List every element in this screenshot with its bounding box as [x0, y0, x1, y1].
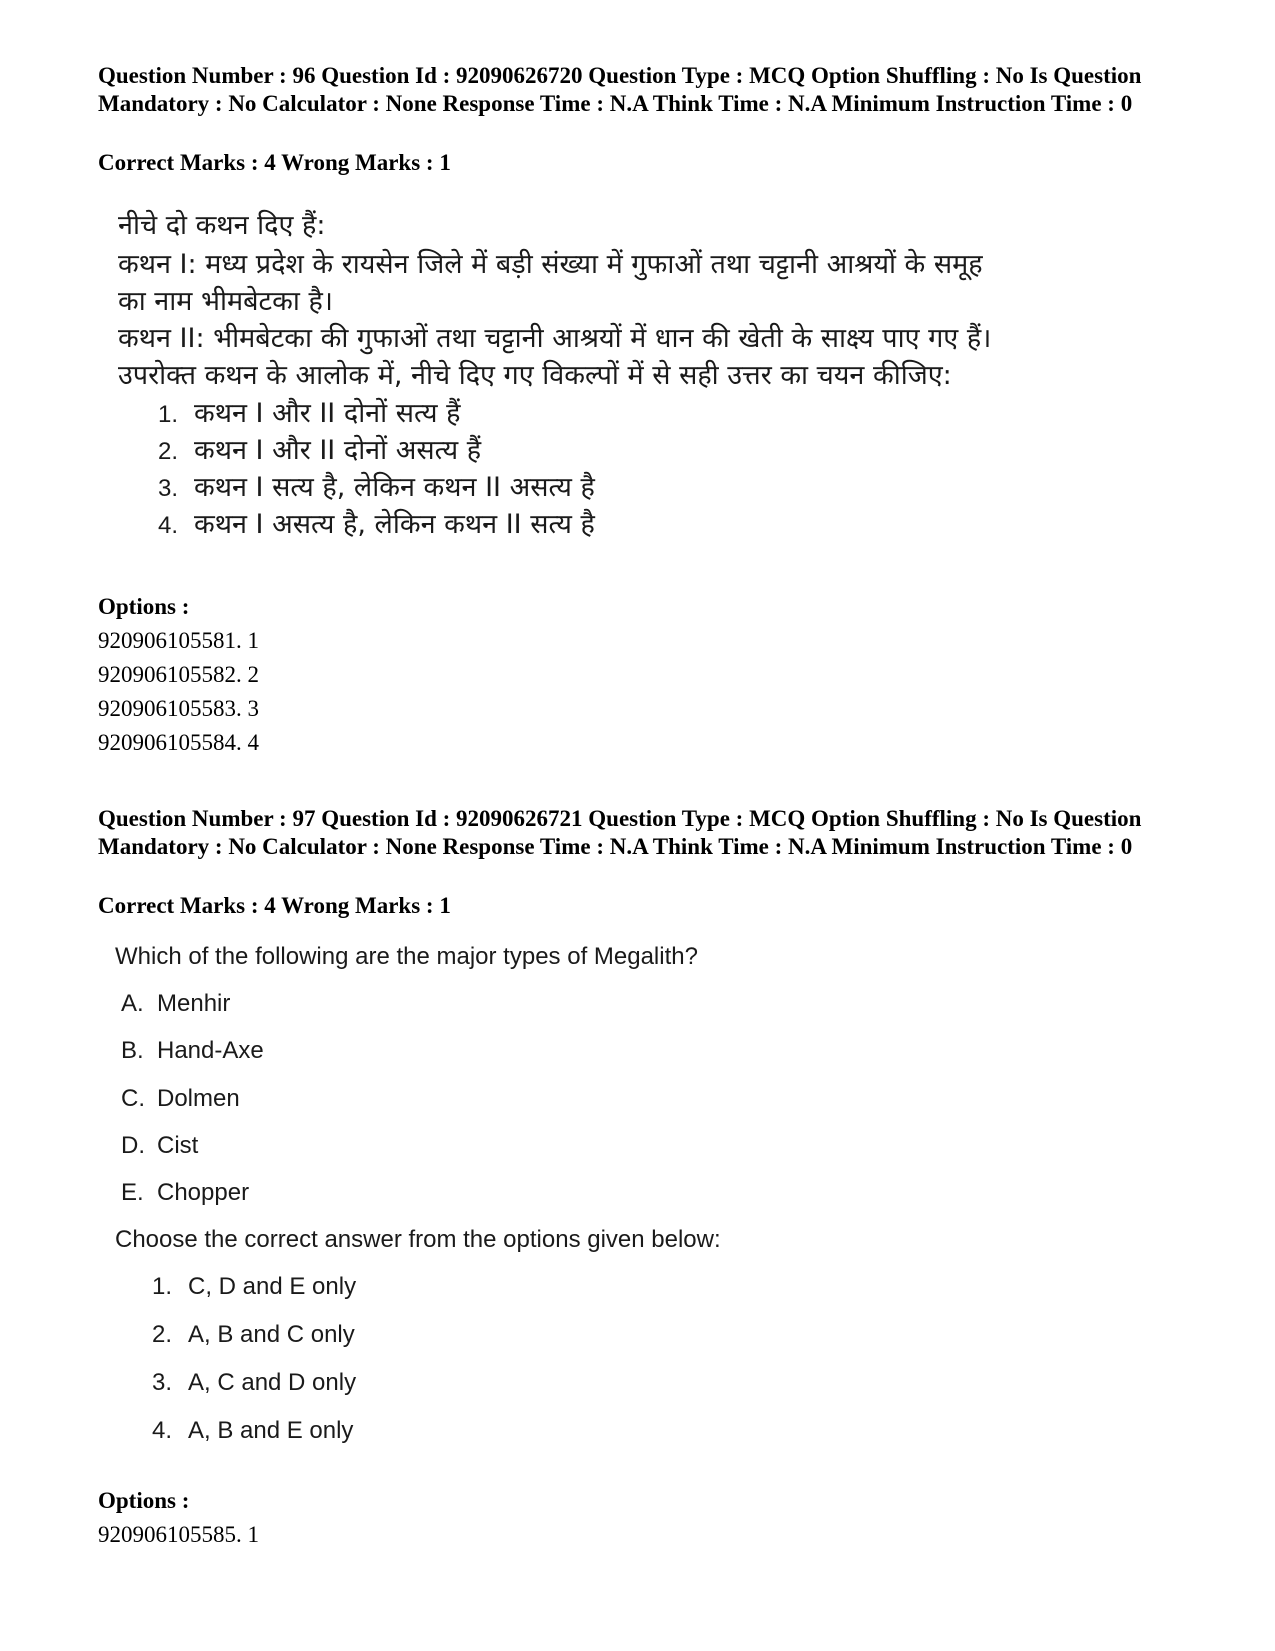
q97-option: 920906105585. 1	[98, 1522, 259, 1547]
q97-item-text: Hand-Axe	[157, 1037, 264, 1064]
q97-choice-text: A, C and D only	[188, 1369, 357, 1396]
q96-choice	[158, 430, 481, 467]
q97-item-text: Dolmen	[157, 1085, 240, 1112]
q96-line: कथन I: मध्य प्रदेश के रायसेन जिले में बड़ी संख्या में गुफाओं तथा चट्टानी आश्रयों के समूह	[118, 249, 983, 280]
q97-choice	[152, 1273, 356, 1301]
q96-choice-num: 2.	[158, 438, 179, 465]
q96-options-label: Options :	[98, 594, 190, 619]
q96-marks: Correct Marks : 4 Wrong Marks : 1	[98, 150, 451, 175]
q96-line: का नाम भीमबेटका है।	[118, 286, 334, 317]
q97-item-text: Menhir	[157, 990, 231, 1017]
q97-choice	[152, 1417, 353, 1445]
q96-line: नीचे दो कथन दिए हैं:	[118, 210, 326, 241]
q97-item	[121, 1132, 198, 1160]
q97-choice-text: C, D and E only	[188, 1273, 357, 1300]
q97-choice-num: 4.	[152, 1417, 173, 1444]
q97-options-label: Options :	[98, 1488, 190, 1513]
q96-line: उपरोक्त कथन के आलोक में, नीचे दिए गए विकल्पों में से सही उत्तर का चयन कीजिए:	[118, 360, 952, 391]
q96-choice-num: 4.	[158, 512, 179, 539]
q97-choice-text: A, B and C only	[188, 1321, 355, 1348]
q97-question: Which of the following are the major types of Megalith?	[115, 943, 698, 970]
q96-choice	[158, 393, 460, 430]
q97-item	[121, 1037, 264, 1065]
q96-choice-num: 1.	[158, 401, 179, 428]
q96-option: 920906105583. 3	[98, 696, 259, 721]
q97-marks: Correct Marks : 4 Wrong Marks : 1	[98, 893, 451, 918]
q96-choice	[158, 467, 595, 504]
q96-option: 920906105582. 2	[98, 662, 259, 687]
q96-choice-text: कथन I असत्य है, लेकिन कथन II सत्य है	[194, 509, 595, 540]
q96-choice-text: कथन I और II दोनों सत्य हैं	[194, 398, 461, 429]
q96-option: 920906105584. 4	[98, 730, 259, 755]
q96-line: कथन II: भीमबेटका की गुफाओं तथा चट्टानी आश्रयों में धान की खेती के साक्ष्य पाए गए हैं।	[118, 323, 992, 354]
q97-choice-text: A, B and E only	[188, 1417, 354, 1444]
q97-instruction: Choose the correct answer from the options given below:	[115, 1226, 721, 1253]
q96-choice-text: कथन I सत्य है, लेकिन कथन II असत्य है	[194, 472, 595, 503]
q97-item-text: Cist	[157, 1132, 199, 1159]
q97-item	[121, 1085, 240, 1113]
q96-option: 920906105581. 1	[98, 628, 259, 653]
q97-item	[121, 1179, 249, 1207]
q97-item-letter: B.	[121, 1037, 144, 1064]
q97-item-letter: D.	[121, 1132, 145, 1159]
q97-item-text: Chopper	[157, 1179, 250, 1206]
q96-choice	[158, 504, 595, 541]
q97-meta: Question Number : 97 Question Id : 92090626721 Question Type : MCQ Option Shuffling : No Is Question Mandatory : No Calculator : None Response Time : N.A Think Time : N.A Minimum Instruction Time : 0	[98, 806, 1142, 859]
q97-item	[121, 990, 230, 1018]
q97-item-letter: C.	[121, 1085, 145, 1112]
q97-choice-num: 1.	[152, 1273, 173, 1300]
q97-choice-num: 2.	[152, 1321, 173, 1348]
q96-meta: Question Number : 96 Question Id : 92090626720 Question Type : MCQ Option Shuffling : No Is Question Mandatory : No Calculator : None Response Time : N.A Think Time : N.A Minimum Instruction Time : 0	[98, 63, 1142, 116]
q96-choice-num: 3.	[158, 475, 179, 502]
q97-choice	[152, 1369, 356, 1397]
q97-choice	[152, 1321, 355, 1349]
q97-choice-num: 3.	[152, 1369, 173, 1396]
q97-item-letter: E.	[121, 1179, 144, 1206]
q97-item-letter: A.	[121, 990, 144, 1017]
q96-choice-text: कथन I और II दोनों असत्य हैं	[194, 435, 482, 466]
